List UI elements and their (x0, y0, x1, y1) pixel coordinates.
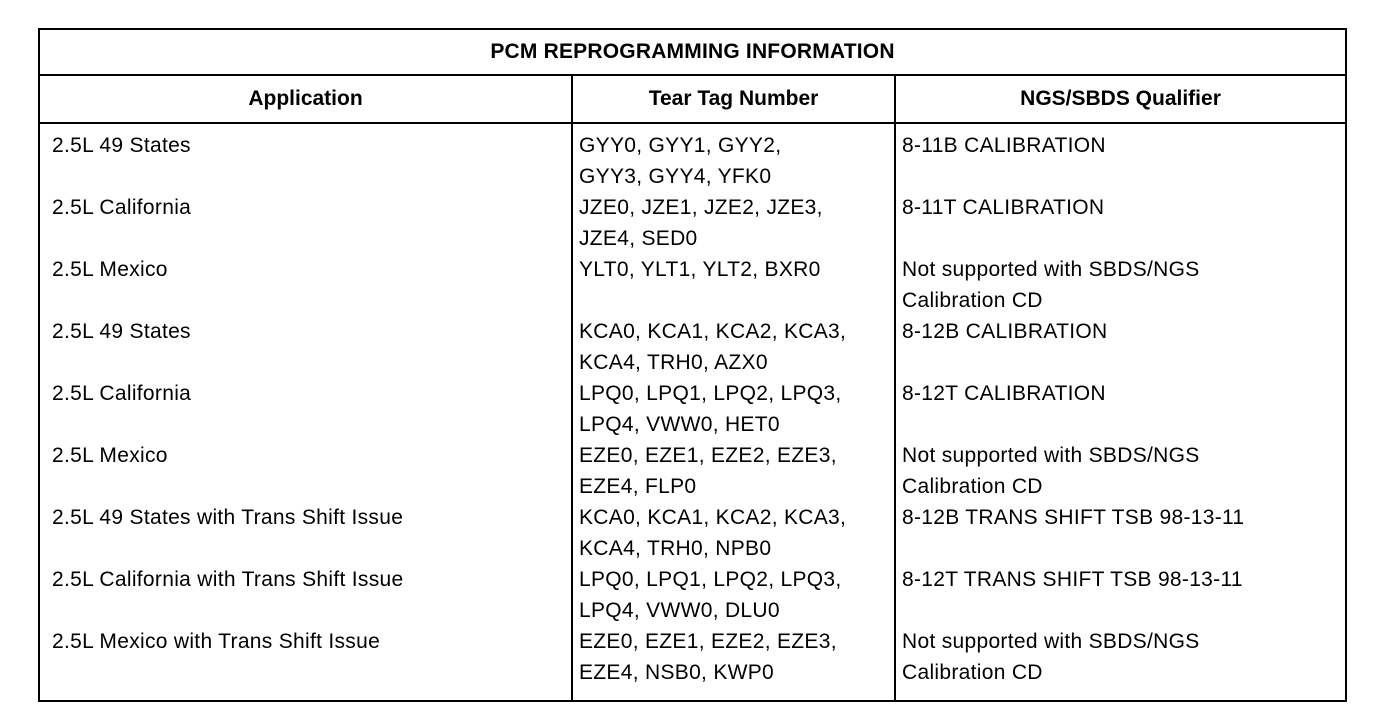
cell-tear-tag-number (572, 378, 895, 440)
table-row (39, 123, 1346, 192)
qualifier-line (902, 347, 1345, 378)
cell-tear-tag-number (572, 564, 895, 626)
cell-tear-tag-number (572, 626, 895, 701)
pcm-reprogramming-table (38, 28, 1347, 702)
cell-tear-tag-number (572, 123, 895, 192)
header-application: Application (39, 75, 572, 123)
tear-tag-line: LPQ4, VWW0, DLU0 (579, 599, 780, 622)
cell-application (39, 316, 572, 378)
tear-tag-line: EZE0, EZE1, EZE2, EZE3, (579, 444, 837, 467)
qualifier-line: Not supported with SBDS/NGS (902, 630, 1200, 653)
qualifier-line (902, 161, 1345, 192)
qualifier-line: 8-12B TRANS SHIFT TSB 98-13-11 (902, 506, 1245, 529)
tear-tag-line: KCA0, KCA1, KCA2, KCA3, (579, 320, 847, 343)
cell-application (39, 564, 572, 626)
tear-tag-line: EZE0, EZE1, EZE2, EZE3, (579, 630, 837, 653)
table-row (39, 626, 1346, 701)
qualifier-line: 8-12T TRANS SHIFT TSB 98-13-11 (902, 568, 1243, 591)
cell-tear-tag-number (572, 440, 895, 502)
tear-tag-line: LPQ0, LPQ1, LPQ2, LPQ3, (579, 568, 842, 591)
cell-ngs-sbds-qualifier (895, 564, 1346, 626)
tear-tag-line: YLT0, YLT1, YLT2, BXR0 (579, 258, 821, 281)
table-body (39, 123, 1346, 701)
tear-tag-line: EZE4, FLP0 (579, 475, 697, 498)
tear-tag-line: JZE0, JZE1, JZE2, JZE3, (579, 196, 823, 219)
cell-tear-tag-number (572, 502, 895, 564)
cell-ngs-sbds-qualifier (895, 502, 1346, 564)
tear-tag-line: GYY0, GYY1, GYY2, (579, 134, 782, 157)
application-text: 2.5L Mexico (52, 258, 168, 281)
qualifier-line (902, 533, 1345, 564)
tear-tag-line: KCA0, KCA1, KCA2, KCA3, (579, 506, 847, 529)
tear-tag-line: KCA4, TRH0, AZX0 (579, 351, 768, 374)
table-row (39, 502, 1346, 564)
qualifier-line: 8-12B CALIBRATION (902, 320, 1108, 343)
title-row (39, 29, 1346, 75)
cell-ngs-sbds-qualifier (895, 378, 1346, 440)
tear-tag-line (579, 285, 894, 316)
table-row (39, 378, 1346, 440)
header-tear-tag-number: Tear Tag Number (572, 75, 895, 123)
cell-tear-tag-number (572, 316, 895, 378)
qualifier-line (902, 223, 1345, 254)
qualifier-line: Not supported with SBDS/NGS (902, 444, 1200, 467)
cell-ngs-sbds-qualifier (895, 316, 1346, 378)
cell-application (39, 626, 572, 701)
qualifier-line: Not supported with SBDS/NGS (902, 258, 1200, 281)
qualifier-line: 8-11T CALIBRATION (902, 196, 1105, 219)
tear-tag-line: KCA4, TRH0, NPB0 (579, 537, 772, 560)
qualifier-line: Calibration CD (902, 289, 1043, 312)
table-row (39, 254, 1346, 316)
table-head (39, 29, 1346, 123)
tear-tag-line: LPQ4, VWW0, HET0 (579, 413, 780, 436)
cell-tear-tag-number (572, 192, 895, 254)
application-text: 2.5L 49 States with Trans Shift Issue (52, 506, 404, 529)
qualifier-line: 8-11B CALIBRATION (902, 134, 1106, 157)
tear-tag-line: JZE4, SED0 (579, 227, 698, 250)
tear-tag-line: EZE4, NSB0, KWP0 (579, 661, 775, 684)
tear-tag-line: GYY3, GYY4, YFK0 (579, 165, 772, 188)
qualifier-line (902, 409, 1345, 440)
cell-ngs-sbds-qualifier (895, 626, 1346, 701)
cell-ngs-sbds-qualifier (895, 440, 1346, 502)
qualifier-line: Calibration CD (902, 661, 1043, 684)
cell-application (39, 378, 572, 440)
cell-tear-tag-number (572, 254, 895, 316)
cell-application (39, 254, 572, 316)
tear-tag-line: LPQ0, LPQ1, LPQ2, LPQ3, (579, 382, 842, 405)
header-row (39, 75, 1346, 123)
table-row (39, 564, 1346, 626)
table-row (39, 316, 1346, 378)
cell-ngs-sbds-qualifier (895, 123, 1346, 192)
qualifier-line: 8-12T CALIBRATION (902, 382, 1106, 405)
cell-application (39, 123, 572, 192)
qualifier-line: Calibration CD (902, 475, 1043, 498)
cell-ngs-sbds-qualifier (895, 254, 1346, 316)
cell-ngs-sbds-qualifier (895, 192, 1346, 254)
application-text: 2.5L Mexico (52, 444, 168, 467)
application-text: 2.5L Mexico with Trans Shift Issue (52, 630, 381, 653)
application-text: 2.5L California (52, 196, 192, 219)
table-row (39, 192, 1346, 254)
application-text: 2.5L 49 States (52, 134, 191, 157)
table-row (39, 440, 1346, 502)
application-text: 2.5L California (52, 382, 192, 405)
qualifier-line (902, 595, 1345, 626)
cell-application (39, 192, 572, 254)
application-text: 2.5L 49 States (52, 320, 191, 343)
header-ngs-sbds-qualifier: NGS/SBDS Qualifier (895, 75, 1346, 123)
cell-application (39, 440, 572, 502)
cell-application (39, 502, 572, 564)
table-title: PCM REPROGRAMMING INFORMATION (39, 29, 1346, 75)
application-text: 2.5L California with Trans Shift Issue (52, 568, 404, 591)
